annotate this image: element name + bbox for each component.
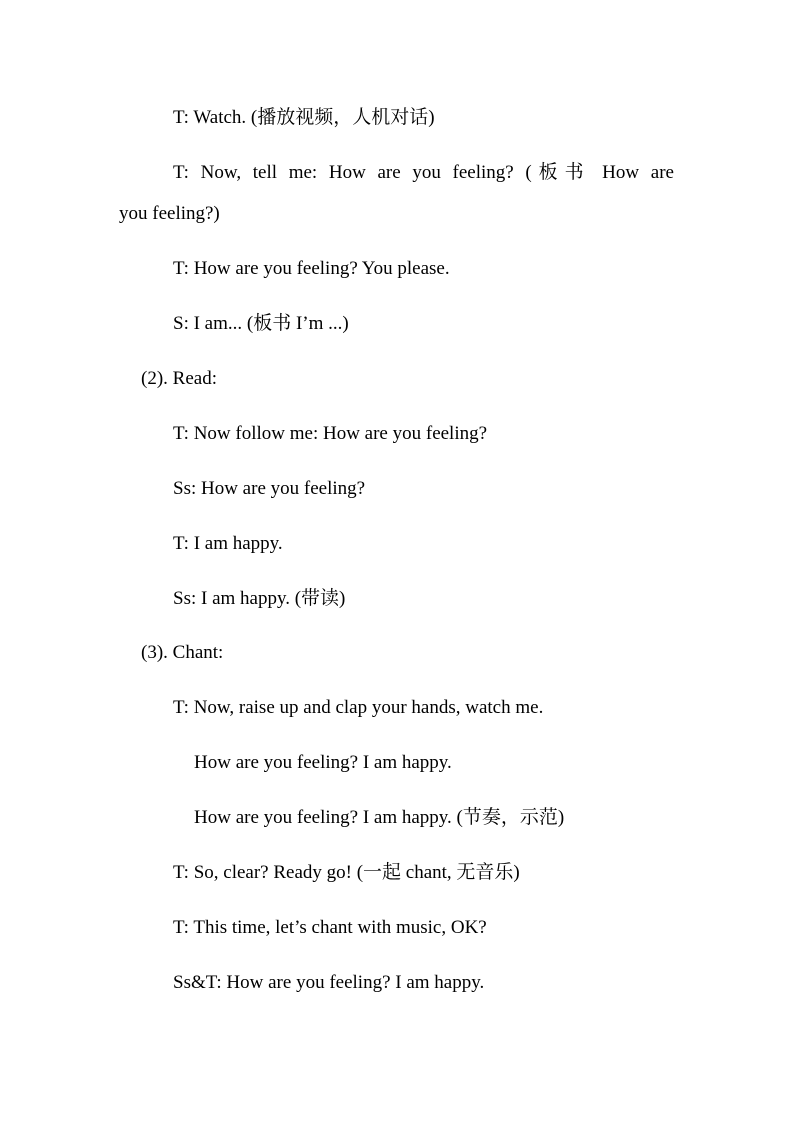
dialogue-line-watch: T: Watch. (播放视频，人机对话) bbox=[173, 107, 435, 128]
dialogue-line-follow-me: T: Now follow me: How are you feeling? bbox=[173, 423, 488, 444]
dialogue-line-all-chant: Ss&T: How are you feeling? I am happy. bbox=[173, 972, 485, 993]
dialogue-line-clap-hands: T: Now, raise up and clap your hands, watch me. bbox=[173, 697, 544, 718]
dialogue-line-ready-go: T: So, clear? Ready go! (一起 chant, 无音乐) bbox=[173, 862, 520, 883]
section-heading-read: (2). Read: bbox=[141, 368, 217, 389]
chant-line-1: How are you feeling? I am happy. bbox=[194, 752, 452, 773]
section-heading-chant: (3). Chant: bbox=[141, 642, 224, 663]
dialogue-line-students-repeat: Ss: How are you feeling? bbox=[173, 478, 366, 499]
dialogue-line-tell-me-continued: you feeling?) bbox=[119, 203, 220, 224]
dialogue-line-tell-me: T: Now, tell me: How are you feeling? (板书 How are bbox=[173, 162, 674, 183]
dialogue-line-you-please: T: How are you feeling? You please. bbox=[173, 258, 450, 279]
dialogue-line-students-happy: Ss: I am happy. (带读) bbox=[173, 588, 346, 609]
dialogue-line-with-music: T: This time, let’s chant with music, OK? bbox=[173, 917, 487, 938]
chant-line-2: How are you feeling? I am happy. (节奏，示范) bbox=[194, 807, 565, 828]
dialogue-line-teacher-happy: T: I am happy. bbox=[173, 533, 283, 554]
dialogue-line-student-answer: S: I am... (板书 I’m ...) bbox=[173, 313, 349, 334]
